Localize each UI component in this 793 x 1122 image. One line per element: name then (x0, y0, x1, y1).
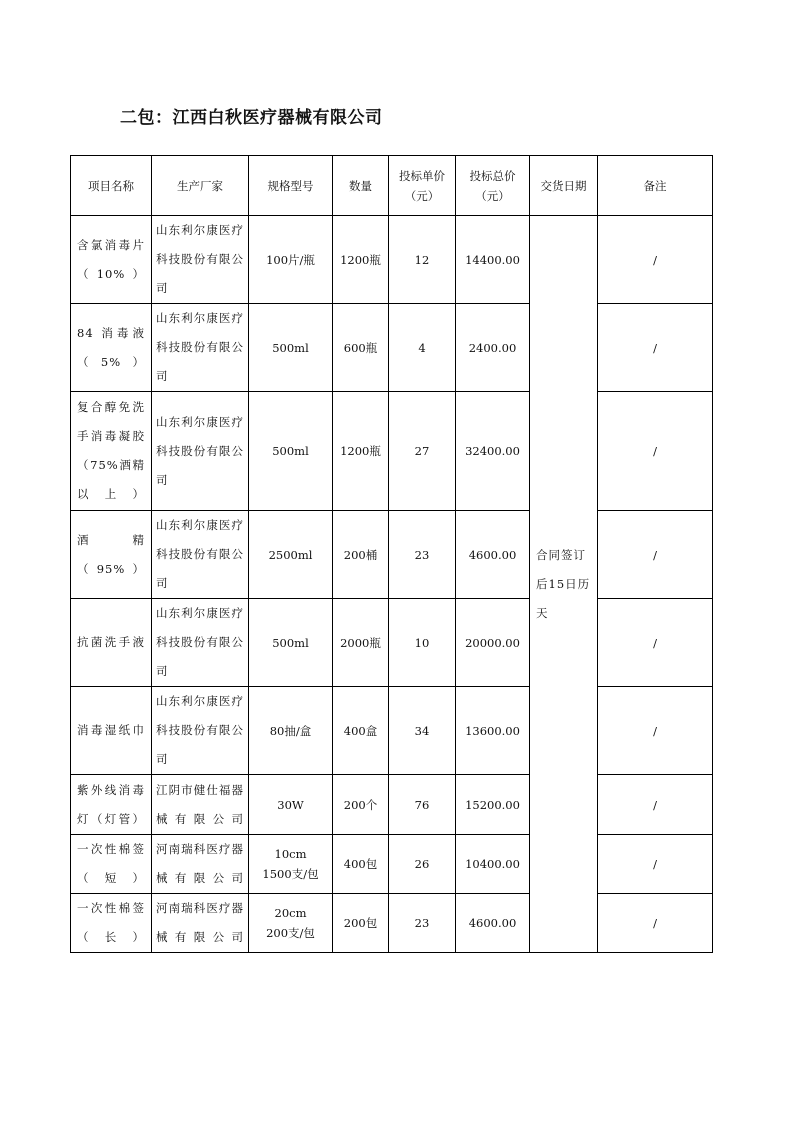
cell-qty: 1200瓶 (333, 392, 389, 511)
header-total-price-line2: （元） (475, 188, 510, 203)
cell-qty: 200个 (333, 775, 389, 835)
cell-unit-price: 27 (389, 392, 456, 511)
header-spec: 规格型号 (249, 156, 333, 216)
table-row (71, 894, 713, 953)
cell-spec: 80抽/盒 (249, 687, 333, 775)
cell-name: 含氯消毒片（10%） (71, 216, 152, 304)
cell-unit-price: 23 (389, 511, 456, 599)
cell-total: 32400.00 (456, 392, 530, 511)
cell-spec: 2500ml (249, 511, 333, 599)
cell-name: 复合醇免洗手消毒凝胶（75%酒精以上） (71, 392, 152, 511)
cell-manufacturer: 河南瑞科医疗器械有限公司 (152, 894, 249, 953)
cell-spec-line1: 20cm (274, 906, 307, 920)
cell-qty: 400包 (333, 835, 389, 894)
page-title: 二包：江西白秋医疗器械有限公司 (120, 108, 383, 128)
cell-remark: / (598, 216, 713, 304)
table-row (71, 392, 713, 511)
cell-name: 一次性棉签（短） (71, 835, 152, 894)
header-unit-price (389, 156, 456, 216)
cell-total: 20000.00 (456, 599, 530, 687)
header-remark: 备注 (598, 156, 713, 216)
header-unit-price-line1: 投标单价 (399, 168, 445, 183)
table-row (71, 687, 713, 775)
cell-spec (249, 894, 333, 953)
cell-qty: 600瓶 (333, 304, 389, 392)
cell-unit-price: 12 (389, 216, 456, 304)
cell-remark: / (598, 304, 713, 392)
cell-spec: 500ml (249, 304, 333, 392)
cell-delivery: 合同签订后15日历天 (530, 216, 598, 953)
cell-manufacturer: 河南瑞科医疗器械有限公司 (152, 835, 249, 894)
cell-manufacturer: 山东利尔康医疗科技股份有限公司 (152, 511, 249, 599)
bid-table (70, 155, 713, 953)
cell-qty: 1200瓶 (333, 216, 389, 304)
cell-remark: / (598, 835, 713, 894)
cell-spec: 30W (249, 775, 333, 835)
cell-unit-price: 23 (389, 894, 456, 953)
cell-name: 84 消毒液（5%） (71, 304, 152, 392)
header-manufacturer: 生产厂家 (152, 156, 249, 216)
cell-manufacturer: 山东利尔康医疗科技股份有限公司 (152, 304, 249, 392)
cell-total: 4600.00 (456, 894, 530, 953)
cell-spec: 100片/瓶 (249, 216, 333, 304)
cell-manufacturer: 山东利尔康医疗科技股份有限公司 (152, 216, 249, 304)
cell-remark: / (598, 511, 713, 599)
cell-qty: 200桶 (333, 511, 389, 599)
cell-total: 10400.00 (456, 835, 530, 894)
cell-spec-line1: 10cm (274, 847, 307, 861)
cell-total: 14400.00 (456, 216, 530, 304)
cell-manufacturer: 山东利尔康医疗科技股份有限公司 (152, 599, 249, 687)
cell-qty: 400盒 (333, 687, 389, 775)
cell-unit-price: 10 (389, 599, 456, 687)
table-row (71, 775, 713, 835)
cell-spec (249, 835, 333, 894)
cell-spec: 500ml (249, 599, 333, 687)
cell-unit-price: 76 (389, 775, 456, 835)
cell-remark: / (598, 599, 713, 687)
cell-spec: 500ml (249, 392, 333, 511)
header-total-price (456, 156, 530, 216)
header-delivery: 交货日期 (530, 156, 598, 216)
cell-qty: 2000瓶 (333, 599, 389, 687)
cell-unit-price: 26 (389, 835, 456, 894)
cell-total: 4600.00 (456, 511, 530, 599)
cell-remark: / (598, 775, 713, 835)
cell-total: 15200.00 (456, 775, 530, 835)
cell-spec-line2: 1500支/包 (262, 867, 319, 881)
header-qty: 数量 (333, 156, 389, 216)
cell-remark: / (598, 894, 713, 953)
cell-unit-price: 34 (389, 687, 456, 775)
cell-name: 一次性棉签（长） (71, 894, 152, 953)
cell-manufacturer: 山东利尔康医疗科技股份有限公司 (152, 687, 249, 775)
cell-name: 紫外线消毒灯（灯管） (71, 775, 152, 835)
table-row (71, 835, 713, 894)
table-row (71, 304, 713, 392)
table-row (71, 599, 713, 687)
cell-manufacturer: 江阴市健仕福器械有限公司 (152, 775, 249, 835)
cell-remark: / (598, 687, 713, 775)
table-row (71, 216, 713, 304)
cell-name: 酒精（95%） (71, 511, 152, 599)
cell-total: 13600.00 (456, 687, 530, 775)
cell-name: 消毒湿纸巾 (71, 687, 152, 775)
header-unit-price-line2: （元） (404, 188, 440, 203)
cell-name: 抗菌洗手液 (71, 599, 152, 687)
cell-manufacturer: 山东利尔康医疗科技股份有限公司 (152, 392, 249, 511)
header-name: 项目名称 (71, 156, 152, 216)
cell-remark: / (598, 392, 713, 511)
cell-spec-line2: 200支/包 (266, 926, 315, 940)
table-row (71, 511, 713, 599)
cell-total: 2400.00 (456, 304, 530, 392)
header-total-price-line1: 投标总价 (469, 168, 516, 183)
cell-unit-price: 4 (389, 304, 456, 392)
cell-qty: 200包 (333, 894, 389, 953)
table-header-row (71, 156, 713, 216)
